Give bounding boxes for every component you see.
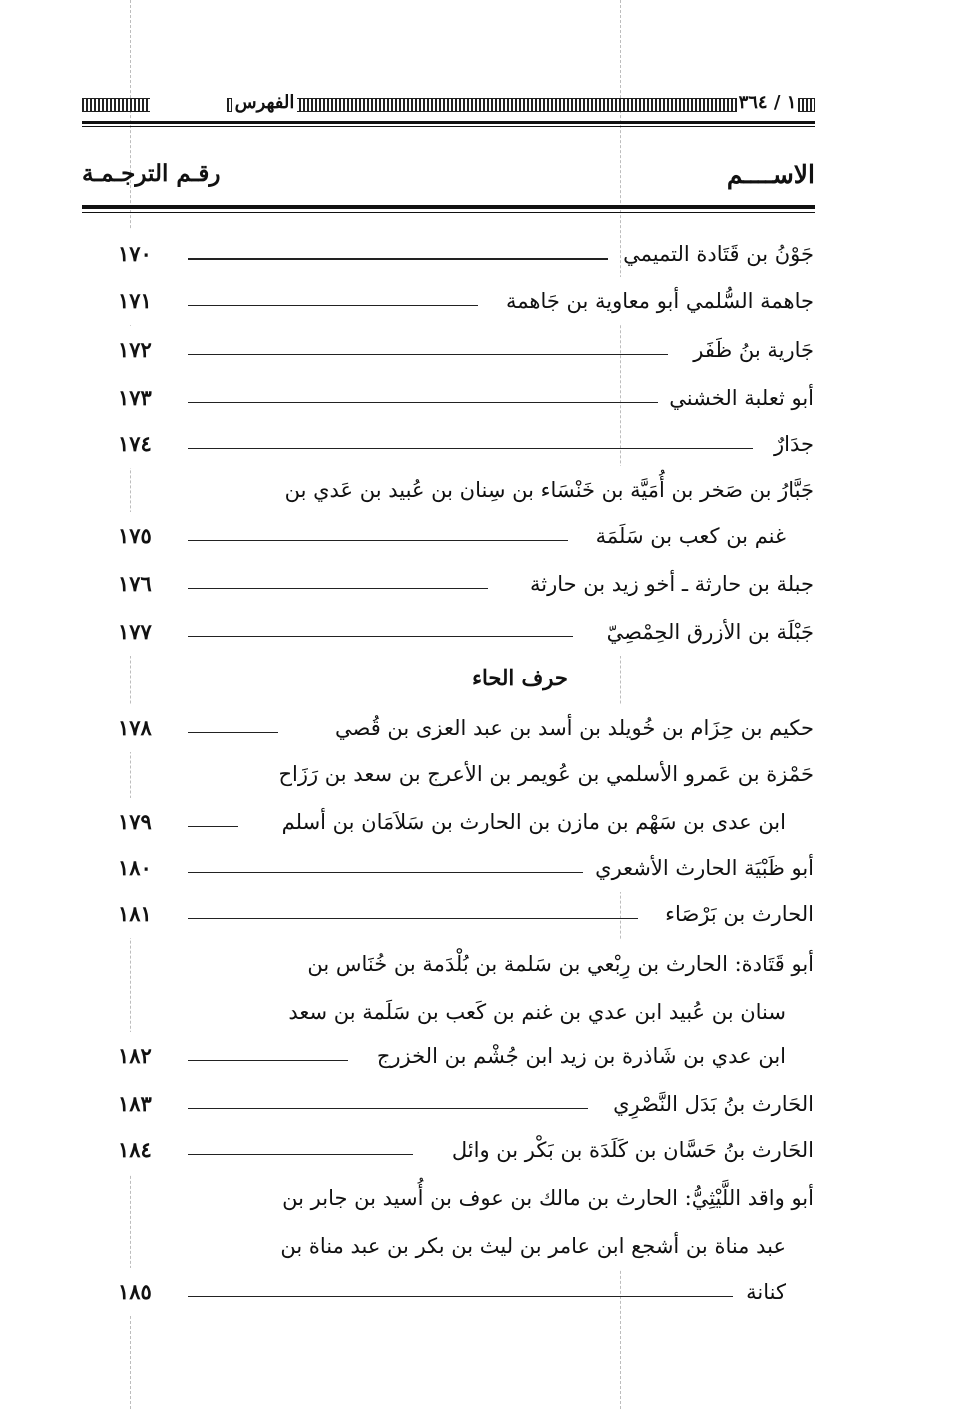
entry-name: الحَارث بنُ بَدَل النَّصْرِي (613, 1080, 814, 1128)
entry-name-continuation: عبد مناة بن أشجع ابن عامر بن ليث بن بكر بن عبد مناة بن (280, 1222, 786, 1270)
entry-number: ١٨١ (118, 890, 178, 938)
leader-line (188, 732, 278, 733)
entry-name: أبو ثعلبة الخشني (669, 374, 814, 422)
leader-line (188, 540, 568, 541)
index-entry (0, 420, 980, 468)
index-entry (0, 1268, 980, 1316)
entry-number: ١٨٣ (118, 1080, 178, 1128)
entry-name: جَبَّارُ بن صَخر بن أُمَيَّة بن خَنْسَاء بن سِنان بن عُبيد بن عَدي بن (285, 466, 814, 514)
index-entry (0, 844, 980, 892)
leader-line (188, 448, 753, 449)
section-heading (0, 656, 980, 700)
index-entry (0, 750, 980, 798)
index-entry (0, 1080, 980, 1128)
section-heading-text: حرف الحاء (472, 665, 568, 690)
entry-name: أبو واقد اللَّيْثِيُّ: الحارث بن مالك بن عوف بن أُسيد بن جابر بن (282, 1174, 814, 1222)
header-ornament-left (82, 98, 150, 112)
leader-line (188, 588, 488, 589)
index-entry (0, 890, 980, 938)
index-entry (0, 326, 980, 374)
entry-name: حكيم بن حِزَام بن خُويلد بن أسد بن عبد العزى بن قُصي (335, 704, 814, 752)
index-entry (0, 1126, 980, 1174)
entry-number: ١٨٥ (118, 1268, 178, 1316)
leader-line (188, 1154, 413, 1155)
entry-name: أبو قَتَادة: الحارث بن رِبْعي بن سَلمة بن بُلْدَمة بن خُنَاس بن (307, 940, 814, 988)
leader-line (188, 1296, 733, 1297)
leader-line (188, 402, 658, 403)
header-rule-thick (82, 121, 815, 124)
index-entry (0, 1174, 980, 1222)
column-headings (82, 160, 815, 200)
header-rule-thin (82, 126, 815, 127)
entry-number: ١٧٦ (118, 560, 178, 608)
entry-name-continuation: ابن عدى بن سَهْم بن مازن بن الحارث بن سَلاَمَان بن أسلم (282, 798, 786, 846)
index-entry (0, 704, 980, 752)
entry-name: الحَارث بنُ حَسَّان بن كَلَدَة بن بَكْر بن وائل (452, 1126, 814, 1174)
header-ornament-middle (227, 98, 737, 112)
entry-name: حَمْزة بن عَمرو الأسلمي بن عُويمر بن الأعرج بن سعد بن رَزَاح (278, 750, 814, 798)
entry-name: أبو ظَبْيَة الحارث الأشعري (595, 844, 814, 892)
index-entry (0, 988, 980, 1036)
index-entry (0, 277, 980, 325)
entry-number: ١٧٤ (118, 420, 178, 468)
index-entry (0, 230, 980, 278)
index-entry (0, 1032, 980, 1080)
leader-line (188, 918, 638, 919)
entry-name: جَوْنُ بن قَتَادة التميمي (623, 230, 814, 278)
entry-number: ١٧٢ (118, 326, 178, 374)
entry-number: ١٧٥ (118, 512, 178, 560)
running-header (82, 92, 815, 118)
column-heading-name: الاســــم (726, 160, 815, 189)
column-heading-number: رقـم الترجـمـة (82, 160, 221, 187)
index-entry (0, 608, 980, 656)
leader-line (188, 826, 238, 827)
entry-number: ١٧١ (118, 277, 178, 325)
entry-number: ١٧٧ (118, 608, 178, 656)
entry-number: ١٧٨ (118, 704, 178, 752)
column-rule-thick (82, 205, 815, 209)
entry-number: ١٨٠ (118, 844, 178, 892)
entry-number: ١٧٩ (118, 798, 178, 846)
entry-name: جاهمة السُّلمي أبو معاوية بن جَاهمة (506, 277, 814, 325)
index-entry (0, 1222, 980, 1270)
entry-number: ١٨٢ (118, 1032, 178, 1080)
index-entry (0, 798, 980, 846)
entry-name-continuation: سنان بن عُبيد ابن عدي بن غنم بن كَعب بن سَلَمة بن سعد (288, 988, 786, 1036)
entry-number: ١٧٣ (118, 374, 178, 422)
entry-name-continuation: كنانة (746, 1268, 786, 1316)
entry-number: ١٨٤ (118, 1126, 178, 1174)
entry-name: جَارية بنُ ظَفَر (693, 326, 814, 374)
running-title: الفهرس (232, 92, 297, 113)
page-number: ١ / ٣٦٤ (738, 92, 797, 113)
index-entry (0, 374, 980, 422)
leader-line (188, 872, 583, 873)
column-rule-thin (82, 212, 815, 213)
entry-name: جدَارٌ (774, 420, 814, 468)
leader-line (188, 636, 573, 637)
index-entry (0, 466, 980, 514)
leader-line (188, 305, 478, 306)
entry-name: الحارث بن بَرْصَاء (665, 890, 814, 938)
leader-line (188, 1060, 348, 1061)
leader-line (188, 354, 668, 355)
leader-line (188, 258, 608, 260)
entry-name: جبلة بن حارثة ـ أخو زيد بن حارثة (530, 560, 814, 608)
entry-number: ١٧٠ (118, 230, 178, 278)
leader-line (188, 1108, 588, 1109)
entry-name-continuation: ابن عدي بن شَاذرة بن زيد ابن جُشْم بن الخزرج (377, 1032, 786, 1080)
header-ornament-right (798, 98, 815, 112)
index-entry (0, 940, 980, 988)
entry-name-continuation: غنم بن كعب بن سَلَمَة (596, 512, 786, 560)
index-entry (0, 560, 980, 608)
index-entry (0, 512, 980, 560)
entry-name: جَبْلَة بن الأزرق الحِمْصِيّ (607, 608, 814, 656)
